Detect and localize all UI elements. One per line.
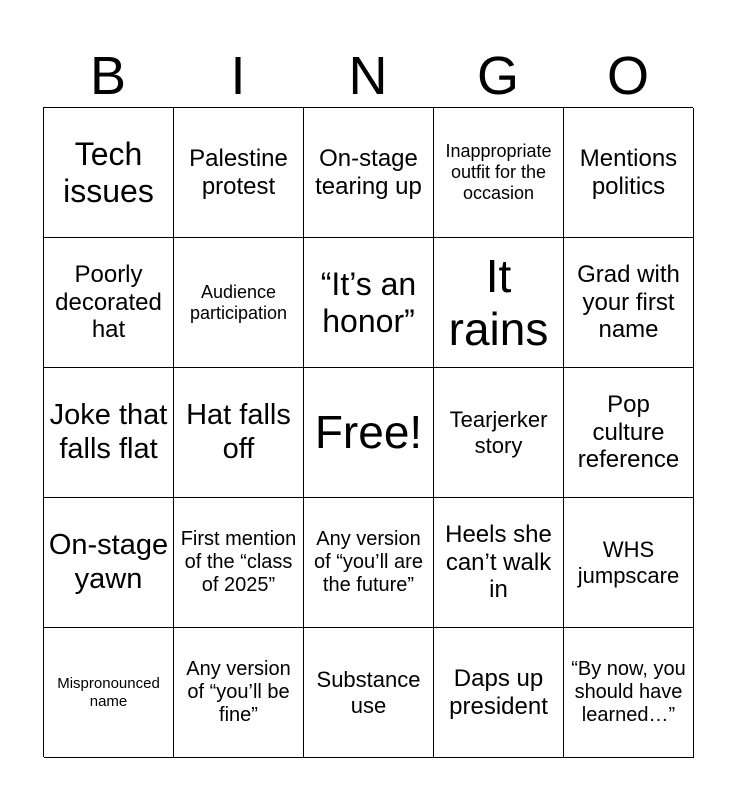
- bingo-cell[interactable]: [304, 108, 434, 238]
- bingo-cell[interactable]: [304, 238, 434, 368]
- bingo-cell[interactable]: [564, 238, 694, 368]
- bingo-cell[interactable]: [44, 628, 174, 758]
- bingo-cell[interactable]: [564, 368, 694, 498]
- bingo-cell[interactable]: [434, 108, 564, 238]
- cell-label: Daps up president: [449, 664, 548, 720]
- bingo-cell[interactable]: [304, 498, 434, 628]
- bingo-cell[interactable]: [434, 628, 564, 758]
- bingo-cell[interactable]: [304, 628, 434, 758]
- bingo-cell[interactable]: [564, 628, 694, 758]
- bingo-cell[interactable]: [44, 108, 174, 238]
- bingo-cell[interactable]: [174, 108, 304, 238]
- cell-label: Free!: [314, 406, 423, 459]
- bingo-cell[interactable]: [564, 108, 694, 238]
- bingo-header: [43, 44, 693, 108]
- bingo-cell[interactable]: [174, 498, 304, 628]
- bingo-cell[interactable]: [174, 628, 304, 758]
- bingo-cell[interactable]: [434, 238, 564, 368]
- header-letter-b: B: [89, 46, 127, 106]
- cell-label: On-stage yawn: [48, 529, 169, 595]
- cell-label: Mentions politics: [579, 144, 678, 200]
- header-letter-g: G: [476, 46, 519, 106]
- cell-label: Any version of “you’ll be fine”: [186, 658, 291, 726]
- bingo-board: [43, 107, 693, 757]
- cell-label: First mention of the “class of 2025”: [180, 528, 297, 596]
- cell-label: Pop culture reference: [577, 391, 680, 474]
- cell-label: It rains: [448, 249, 549, 355]
- header-letter-i: I: [230, 46, 246, 106]
- cell-label: Hat falls off: [186, 399, 291, 465]
- cell-label: Tearjerker story: [449, 407, 548, 458]
- bingo-cell[interactable]: [174, 368, 304, 498]
- cell-label: Mispronounced name: [57, 675, 160, 710]
- bingo-cell[interactable]: [174, 238, 304, 368]
- cell-label: Any version of “you’ll are the future”: [314, 528, 423, 596]
- cell-label: Tech issues: [63, 135, 154, 209]
- cell-label: “By now, you should have learned…”: [571, 658, 686, 726]
- cell-label: “It’s an honor”: [320, 265, 417, 339]
- bingo-cell[interactable]: [434, 498, 564, 628]
- bingo-cell[interactable]: [44, 238, 174, 368]
- cell-label: Palestine protest: [189, 144, 288, 200]
- bingo-cell[interactable]: [564, 498, 694, 628]
- cell-label: On-stage tearing up: [315, 144, 422, 200]
- header-letter-o: O: [606, 46, 649, 106]
- cell-label: Audience participation: [189, 281, 288, 323]
- cell-label: Poorly decorated hat: [55, 261, 162, 344]
- cell-label: Joke that falls flat: [49, 399, 168, 465]
- bingo-cell[interactable]: [44, 368, 174, 498]
- cell-label: Heels she can’t walk in: [445, 521, 552, 604]
- bingo-cell[interactable]: [44, 498, 174, 628]
- cell-label: Inappropriate outfit for the occasion: [445, 141, 552, 203]
- cell-label: Substance use: [316, 667, 421, 718]
- bingo-cell free-space[interactable]: [304, 368, 434, 498]
- bingo-cell[interactable]: [434, 368, 564, 498]
- cell-label: Grad with your first name: [577, 261, 680, 344]
- cell-label: WHS jumpscare: [577, 537, 680, 588]
- header-letter-n: N: [348, 46, 388, 106]
